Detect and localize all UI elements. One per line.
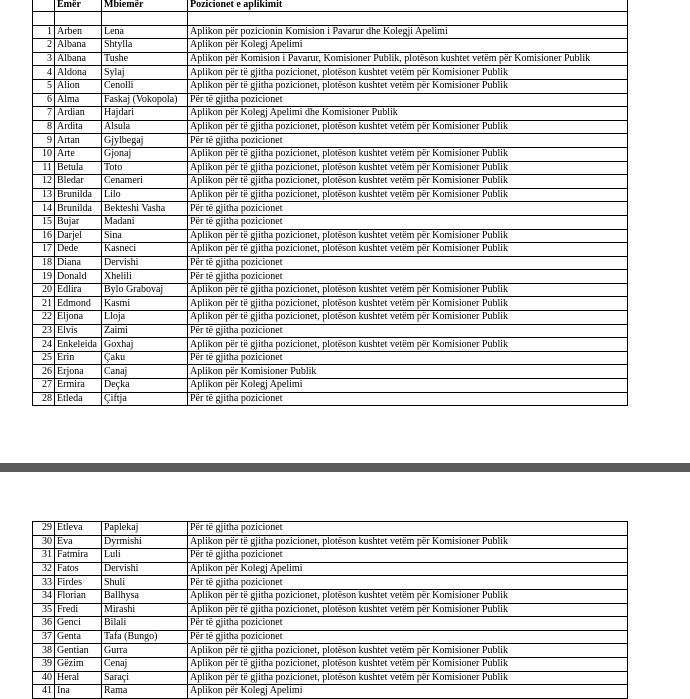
applicant-surname: Dyrmishi bbox=[102, 535, 188, 549]
row-number: 5 bbox=[33, 79, 55, 93]
row-number: 12 bbox=[33, 175, 55, 189]
applicant-name: Alma bbox=[55, 93, 102, 107]
applicant-name: Etleda bbox=[55, 392, 102, 406]
table-row bbox=[33, 229, 628, 243]
row-number: 35 bbox=[33, 603, 55, 617]
row-number: 2 bbox=[33, 39, 55, 53]
applicant-position: Aplikon për të gjitha pozicionet, plotëson kushtet vetëm për Komisioner Publik bbox=[188, 338, 628, 352]
applicant-name: Gëzim bbox=[55, 657, 102, 671]
table-row bbox=[33, 270, 628, 284]
applicant-surname: Çaku bbox=[102, 351, 188, 365]
applicant-position: Aplikon për pozicionin Komision i Pavarur dhe Kolegji Apelimi bbox=[188, 25, 628, 39]
empty-row bbox=[33, 12, 628, 26]
applicant-surname: Cenaj bbox=[102, 657, 188, 671]
applicant-position: Aplikon për të gjitha pozicionet, plotëson kushtet vetëm për Komisioner Publik bbox=[188, 161, 628, 175]
row-number: 33 bbox=[33, 576, 55, 590]
applicant-surname: Lilo bbox=[102, 188, 188, 202]
applicant-name: Ermira bbox=[55, 379, 102, 393]
row-number: 13 bbox=[33, 188, 55, 202]
applicant-position: Aplikon për të gjitha pozicionet, plotëson kushtet vetëm për Komisioner Publik bbox=[188, 229, 628, 243]
row-number: 24 bbox=[33, 338, 55, 352]
applicant-position: Për të gjitha pozicionet bbox=[188, 576, 628, 590]
applicant-surname: Madani bbox=[102, 215, 188, 229]
applicants-table-page-2 bbox=[32, 521, 628, 699]
row-number: 21 bbox=[33, 297, 55, 311]
applicant-name: Firdes bbox=[55, 576, 102, 590]
row-number: 18 bbox=[33, 256, 55, 270]
applicant-position: Aplikon për të gjitha pozicionet, plotëson kushtet vetëm për Komisioner Publik bbox=[188, 66, 628, 80]
table-header-row bbox=[33, 0, 628, 12]
table-row bbox=[33, 685, 628, 699]
applicant-surname: Rama bbox=[102, 685, 188, 699]
applicant-name: Genta bbox=[55, 630, 102, 644]
applicant-position: Për të gjitha pozicionet bbox=[188, 617, 628, 631]
applicant-name: Alion bbox=[55, 79, 102, 93]
applicant-surname: Bilali bbox=[102, 617, 188, 631]
table-row bbox=[33, 603, 628, 617]
applicant-name: Brunilda bbox=[55, 188, 102, 202]
applicant-surname: Tushe bbox=[102, 52, 188, 66]
applicant-name: Genci bbox=[55, 617, 102, 631]
table-row bbox=[33, 120, 628, 134]
table-row bbox=[33, 215, 628, 229]
row-number: 37 bbox=[33, 630, 55, 644]
table-row bbox=[33, 644, 628, 658]
table-row bbox=[33, 283, 628, 297]
table-row bbox=[33, 365, 628, 379]
applicant-name: Darjel bbox=[55, 229, 102, 243]
applicant-name: Eljona bbox=[55, 311, 102, 325]
header-position: Pozicionet e aplikimit bbox=[188, 0, 628, 12]
applicant-name: Edlira bbox=[55, 283, 102, 297]
applicant-surname: Kasmi bbox=[102, 297, 188, 311]
applicant-position: Aplikon për Kolegj Apelimi dhe Komisioner Publik bbox=[188, 107, 628, 121]
applicant-position: Për të gjitha pozicionet bbox=[188, 202, 628, 216]
empty-cell bbox=[188, 12, 628, 26]
table-row bbox=[33, 535, 628, 549]
applicant-position: Për të gjitha pozicionet bbox=[188, 256, 628, 270]
applicant-surname: Bylo Grabovaj bbox=[102, 283, 188, 297]
applicant-name: Erin bbox=[55, 351, 102, 365]
empty-cell bbox=[102, 12, 188, 26]
applicant-surname: Dervishi bbox=[102, 256, 188, 270]
row-number: 4 bbox=[33, 66, 55, 80]
applicant-position: Aplikon për Kolegj Apelimi bbox=[188, 685, 628, 699]
table-row bbox=[33, 175, 628, 189]
applicant-position: Aplikon për Kolegj Apelimi bbox=[188, 379, 628, 393]
applicant-name: Fatmira bbox=[55, 549, 102, 563]
table-row bbox=[33, 147, 628, 161]
table-row bbox=[33, 379, 628, 393]
applicant-name: Bujar bbox=[55, 215, 102, 229]
applicant-position: Për të gjitha pozicionet bbox=[188, 522, 628, 536]
applicant-surname: Deçka bbox=[102, 379, 188, 393]
applicant-name: Donald bbox=[55, 270, 102, 284]
applicant-position: Aplikon për të gjitha pozicionet, plotëson kushtet vetëm për Komisioner Publik bbox=[188, 644, 628, 658]
applicant-surname: Mirashi bbox=[102, 603, 188, 617]
applicant-name: Dede bbox=[55, 243, 102, 257]
header-name: Emër bbox=[55, 0, 102, 12]
row-number: 6 bbox=[33, 93, 55, 107]
applicant-surname: Cenolli bbox=[102, 79, 188, 93]
applicant-name: Erjona bbox=[55, 365, 102, 379]
applicant-surname: Sina bbox=[102, 229, 188, 243]
row-number: 34 bbox=[33, 589, 55, 603]
applicant-name: Arte bbox=[55, 147, 102, 161]
row-number: 10 bbox=[33, 147, 55, 161]
row-number: 40 bbox=[33, 671, 55, 685]
row-number: 16 bbox=[33, 229, 55, 243]
table-row bbox=[33, 134, 628, 148]
page-separator bbox=[0, 463, 690, 472]
applicant-surname: Canaj bbox=[102, 365, 188, 379]
applicant-surname: Saraçi bbox=[102, 671, 188, 685]
applicant-surname: Shuli bbox=[102, 576, 188, 590]
applicant-position: Aplikon për të gjitha pozicionet, plotëson kushtet vetëm për Komisioner Publik bbox=[188, 147, 628, 161]
header-surname: Mbiemër bbox=[102, 0, 188, 12]
table-row bbox=[33, 161, 628, 175]
applicant-name: Betula bbox=[55, 161, 102, 175]
applicant-position: Aplikon për Kolegj Apelimi bbox=[188, 562, 628, 576]
table-row bbox=[33, 39, 628, 53]
applicant-position: Për të gjitha pozicionet bbox=[188, 134, 628, 148]
applicant-surname: Goxhaj bbox=[102, 338, 188, 352]
applicant-position: Aplikon për të gjitha pozicionet, plotëson kushtet vetëm për Komisioner Publik bbox=[188, 657, 628, 671]
row-number: 25 bbox=[33, 351, 55, 365]
applicant-surname: Çiftja bbox=[102, 392, 188, 406]
table-row bbox=[33, 297, 628, 311]
applicant-name: Arben bbox=[55, 25, 102, 39]
table-row bbox=[33, 202, 628, 216]
applicant-surname: Shtylla bbox=[102, 39, 188, 53]
table-row bbox=[33, 562, 628, 576]
row-number: 3 bbox=[33, 52, 55, 66]
applicant-position: Për të gjitha pozicionet bbox=[188, 270, 628, 284]
applicant-name: Heral bbox=[55, 671, 102, 685]
applicant-surname: Gjonaj bbox=[102, 147, 188, 161]
row-number: 8 bbox=[33, 120, 55, 134]
table-row bbox=[33, 311, 628, 325]
applicant-surname: Hajdari bbox=[102, 107, 188, 121]
row-number: 36 bbox=[33, 617, 55, 631]
applicant-surname: Xhelili bbox=[102, 270, 188, 284]
applicant-name: Florian bbox=[55, 589, 102, 603]
table-row bbox=[33, 549, 628, 563]
applicant-surname: Luli bbox=[102, 549, 188, 563]
row-number: 15 bbox=[33, 215, 55, 229]
applicant-position: Aplikon për të gjitha pozicionet, plotëson kushtet vetëm për Komisioner Publik bbox=[188, 297, 628, 311]
table-row bbox=[33, 25, 628, 39]
table-row bbox=[33, 576, 628, 590]
applicant-name: Brunilda bbox=[55, 202, 102, 216]
applicant-position: Aplikon për të gjitha pozicionet, plotëson kushtet vetëm për Komisioner Publik bbox=[188, 79, 628, 93]
table-row bbox=[33, 52, 628, 66]
applicant-position: Aplikon për të gjitha pozicionet, plotëson kushtet vetëm për Komisioner Publik bbox=[188, 535, 628, 549]
row-number: 41 bbox=[33, 685, 55, 699]
table-row bbox=[33, 79, 628, 93]
applicant-surname: Bekteshi Vasha bbox=[102, 202, 188, 216]
row-number: 26 bbox=[33, 365, 55, 379]
row-number: 31 bbox=[33, 549, 55, 563]
table-row bbox=[33, 243, 628, 257]
applicant-name: Gentian bbox=[55, 644, 102, 658]
row-number: 14 bbox=[33, 202, 55, 216]
applicant-surname: Lloja bbox=[102, 311, 188, 325]
applicant-name: Fredi bbox=[55, 603, 102, 617]
table-row bbox=[33, 107, 628, 121]
table-row bbox=[33, 351, 628, 365]
applicant-surname: Zaimi bbox=[102, 324, 188, 338]
applicant-surname: Ballhysa bbox=[102, 589, 188, 603]
applicant-name: Enkeleida bbox=[55, 338, 102, 352]
applicant-name: Edmond bbox=[55, 297, 102, 311]
applicant-position: Aplikon për të gjitha pozicionet, plotëson kushtet vetëm për Komisioner Publik bbox=[188, 311, 628, 325]
applicant-position: Për të gjitha pozicionet bbox=[188, 215, 628, 229]
table-row bbox=[33, 392, 628, 406]
applicant-name: Ina bbox=[55, 685, 102, 699]
applicant-surname: Dervishi bbox=[102, 562, 188, 576]
table-row bbox=[33, 188, 628, 202]
table-row bbox=[33, 671, 628, 685]
row-number: 27 bbox=[33, 379, 55, 393]
row-number: 17 bbox=[33, 243, 55, 257]
header-number bbox=[33, 0, 55, 12]
applicant-position: Aplikon për të gjitha pozicionet, plotëson kushtet vetëm për Komisioner Publik bbox=[188, 603, 628, 617]
applicant-surname: Tafa (Bungo) bbox=[102, 630, 188, 644]
applicant-name: Bledar bbox=[55, 175, 102, 189]
applicant-position: Aplikon për të gjitha pozicionet, plotëson kushtet vetëm për Komisioner Publik bbox=[188, 175, 628, 189]
applicant-position: Për të gjitha pozicionet bbox=[188, 93, 628, 107]
applicant-surname: Lena bbox=[102, 25, 188, 39]
applicant-position: Aplikon për të gjitha pozicionet, plotëson kushtet vetëm për Komisioner Publik bbox=[188, 243, 628, 257]
table-row bbox=[33, 93, 628, 107]
row-number: 9 bbox=[33, 134, 55, 148]
applicant-name: Ardian bbox=[55, 107, 102, 121]
table-row bbox=[33, 630, 628, 644]
row-number: 1 bbox=[33, 25, 55, 39]
row-number: 11 bbox=[33, 161, 55, 175]
table-row bbox=[33, 66, 628, 80]
applicant-name: Aldona bbox=[55, 66, 102, 80]
row-number: 39 bbox=[33, 657, 55, 671]
applicant-position: Për të gjitha pozicionet bbox=[188, 324, 628, 338]
row-number: 29 bbox=[33, 522, 55, 536]
applicant-surname: Gurra bbox=[102, 644, 188, 658]
row-number: 19 bbox=[33, 270, 55, 284]
row-number: 20 bbox=[33, 283, 55, 297]
row-number: 28 bbox=[33, 392, 55, 406]
row-number: 30 bbox=[33, 535, 55, 549]
row-number: 7 bbox=[33, 107, 55, 121]
table-row bbox=[33, 617, 628, 631]
applicant-name: Albana bbox=[55, 39, 102, 53]
table-row bbox=[33, 256, 628, 270]
empty-cell bbox=[55, 12, 102, 26]
row-number: 22 bbox=[33, 311, 55, 325]
applicant-position: Aplikon për të gjitha pozicionet, plotëson kushtet vetëm për Komisioner Publik bbox=[188, 283, 628, 297]
applicant-position: Për të gjitha pozicionet bbox=[188, 549, 628, 563]
applicant-surname: Faskaj (Vokopola) bbox=[102, 93, 188, 107]
empty-cell bbox=[33, 12, 55, 26]
applicant-surname: Alsula bbox=[102, 120, 188, 134]
applicants-table-page-1 bbox=[32, 0, 628, 406]
table-row bbox=[33, 522, 628, 536]
applicant-position: Për të gjitha pozicionet bbox=[188, 630, 628, 644]
table-row bbox=[33, 338, 628, 352]
applicant-name: Fatos bbox=[55, 562, 102, 576]
applicant-surname: Gjylbegaj bbox=[102, 134, 188, 148]
applicant-name: Ardita bbox=[55, 120, 102, 134]
applicant-name: Eva bbox=[55, 535, 102, 549]
applicant-surname: Sylaj bbox=[102, 66, 188, 80]
applicant-position: Aplikon për të gjitha pozicionet, plotëson kushtet vetëm për Komisioner Publik bbox=[188, 671, 628, 685]
table-row bbox=[33, 657, 628, 671]
applicant-position: Aplikon për të gjitha pozicionet, plotëson kushtet vetëm për Komisioner Publik bbox=[188, 120, 628, 134]
applicant-surname: Paplekaj bbox=[102, 522, 188, 536]
applicant-position: Për të gjitha pozicionet bbox=[188, 392, 628, 406]
table-row bbox=[33, 324, 628, 338]
applicant-position: Për të gjitha pozicionet bbox=[188, 351, 628, 365]
applicant-surname: Kasneci bbox=[102, 243, 188, 257]
applicant-name: Artan bbox=[55, 134, 102, 148]
row-number: 38 bbox=[33, 644, 55, 658]
applicant-position: Aplikon për të gjitha pozicionet, plotëson kushtet vetëm për Komisioner Publik bbox=[188, 589, 628, 603]
applicant-name: Diana bbox=[55, 256, 102, 270]
applicant-position: Aplikon për Komision i Pavarur, Komisioner Publik, plotëson kushtet vetëm për Komisioner Publik bbox=[188, 52, 628, 66]
applicant-position: Aplikon për Komisioner Publik bbox=[188, 365, 628, 379]
row-number: 32 bbox=[33, 562, 55, 576]
applicant-name: Etleva bbox=[55, 522, 102, 536]
applicant-surname: Cenameri bbox=[102, 175, 188, 189]
applicant-position: Aplikon për të gjitha pozicionet, plotëson kushtet vetëm për Komisioner Publik bbox=[188, 188, 628, 202]
row-number: 23 bbox=[33, 324, 55, 338]
applicant-name: Elvis bbox=[55, 324, 102, 338]
applicant-name: Albana bbox=[55, 52, 102, 66]
applicant-surname: Toto bbox=[102, 161, 188, 175]
applicant-position: Aplikon për Kolegj Apelimi bbox=[188, 39, 628, 53]
table-row bbox=[33, 589, 628, 603]
